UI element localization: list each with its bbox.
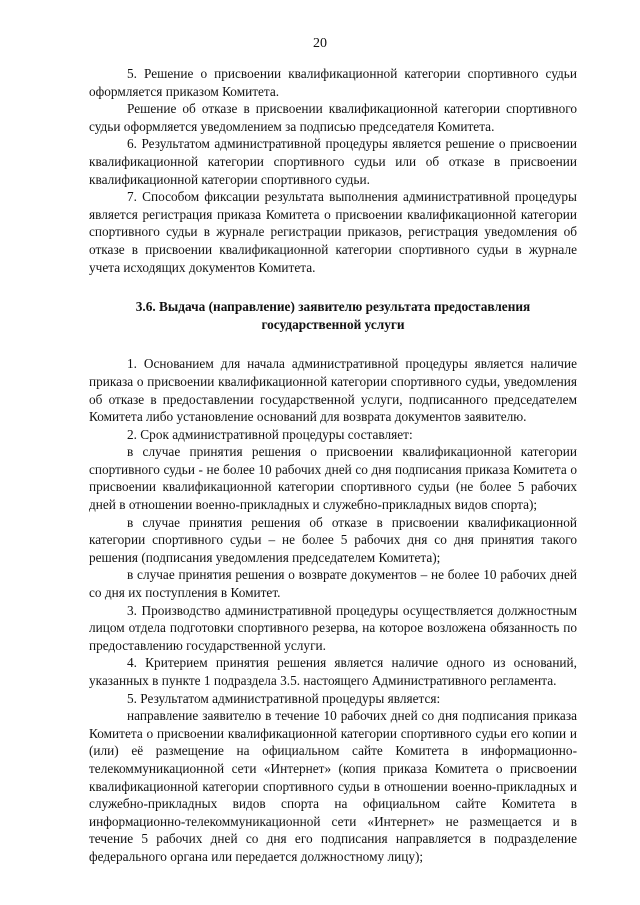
paragraph: 7. Способом фиксации результата выполнения административной процедуры является регистрация приказа Комитета о присвоении квалификационной категории спортивного судьи в журнале регистрации приказов, регистрация уведомления об отказе в присвоении квалификационной категории спортивного судьи в журнале учета исходящих документов Комитета. bbox=[89, 189, 577, 275]
paragraph: 2. Срок административной процедуры составляет: bbox=[127, 426, 413, 442]
paragraph: 5. Решение о присвоении квалификационной категории спортивного судьи оформляется приказом Комитета. bbox=[89, 66, 577, 99]
paragraph: 4. Критерием принятия решения является наличие одного из оснований, указанных в пункте 1 подраздела 3.5. настоящего Административного регламента. bbox=[89, 655, 577, 688]
paragraph: 1. Основанием для начала административной процедуры является наличие приказа о присвоении квалификационной категории спортивного судьи, уведомления об отказе в предоставлении государственной услуги, подписанного председателем Комитета либо установление оснований для возврата документов заявителю. bbox=[89, 356, 577, 425]
paragraph: Решение об отказе в присвоении квалификационной категории спортивного судьи оформляется уведомлением за подписью председателя Комитета. bbox=[89, 101, 577, 134]
page-number: 20 bbox=[313, 36, 327, 51]
page-content bbox=[89, 65, 577, 866]
paragraph: 5. Результатом административной процедуры является: bbox=[127, 690, 441, 706]
paragraph: направление заявителю в течение 10 рабочих дней со дня подписания приказа Комитета о присвоении квалификационной категории спортивного судьи его копии и (или) её размещение на официальном сайте Комитета в информационно-телекоммуникационной сети «Интернет» (копия приказа Комитета о присвоении квалификационной категории спортивного судьи в отношении военно-прикладных и служебно-прикладных видов спорта на официальном сайте Комитета в информационно-телекоммуникационной сети «Интернет» не размещается и в течение 5 рабочих дней со дня его подписания направляется в подразделение федерального органа или передается должностному лицу); bbox=[89, 708, 577, 864]
paragraph: 3. Производство административной процедуры осуществляется должностным лицом отдела подготовки спортивного резерва, на которое возложена обязанность по предоставлению государственной услуги. bbox=[89, 602, 577, 653]
paragraph: в случае принятия решения о возврате документов – не более 10 рабочих дней со дня их поступления в Комитет. bbox=[89, 567, 577, 601]
section-heading: 3.6. Выдача (направление) заявителю результата предоставления государственной услуги bbox=[135, 299, 531, 332]
paragraph: в случае принятия решения об отказе в присвоении квалификационной категории спортивного судьи – не более 5 рабочих дня со дня принятия такого решения (подписания уведомления председателем Комитета); bbox=[89, 514, 577, 565]
paragraph: 6. Результатом административной процедуры является решение о присвоении квалификационной категории спортивного судьи или об отказе в присвоении квалификационной категории спортивного судьи. bbox=[89, 136, 577, 187]
paragraph: в случае принятия решения о присвоении квалификационной категории спортивного судьи - не более 10 рабочих дней со дня подписания приказа Комитета о присвоении квалификационной категории спортивного судьи (не более 5 рабочих дней в отношении военно-прикладных и служебно-прикладных видов спорта); bbox=[89, 444, 577, 513]
